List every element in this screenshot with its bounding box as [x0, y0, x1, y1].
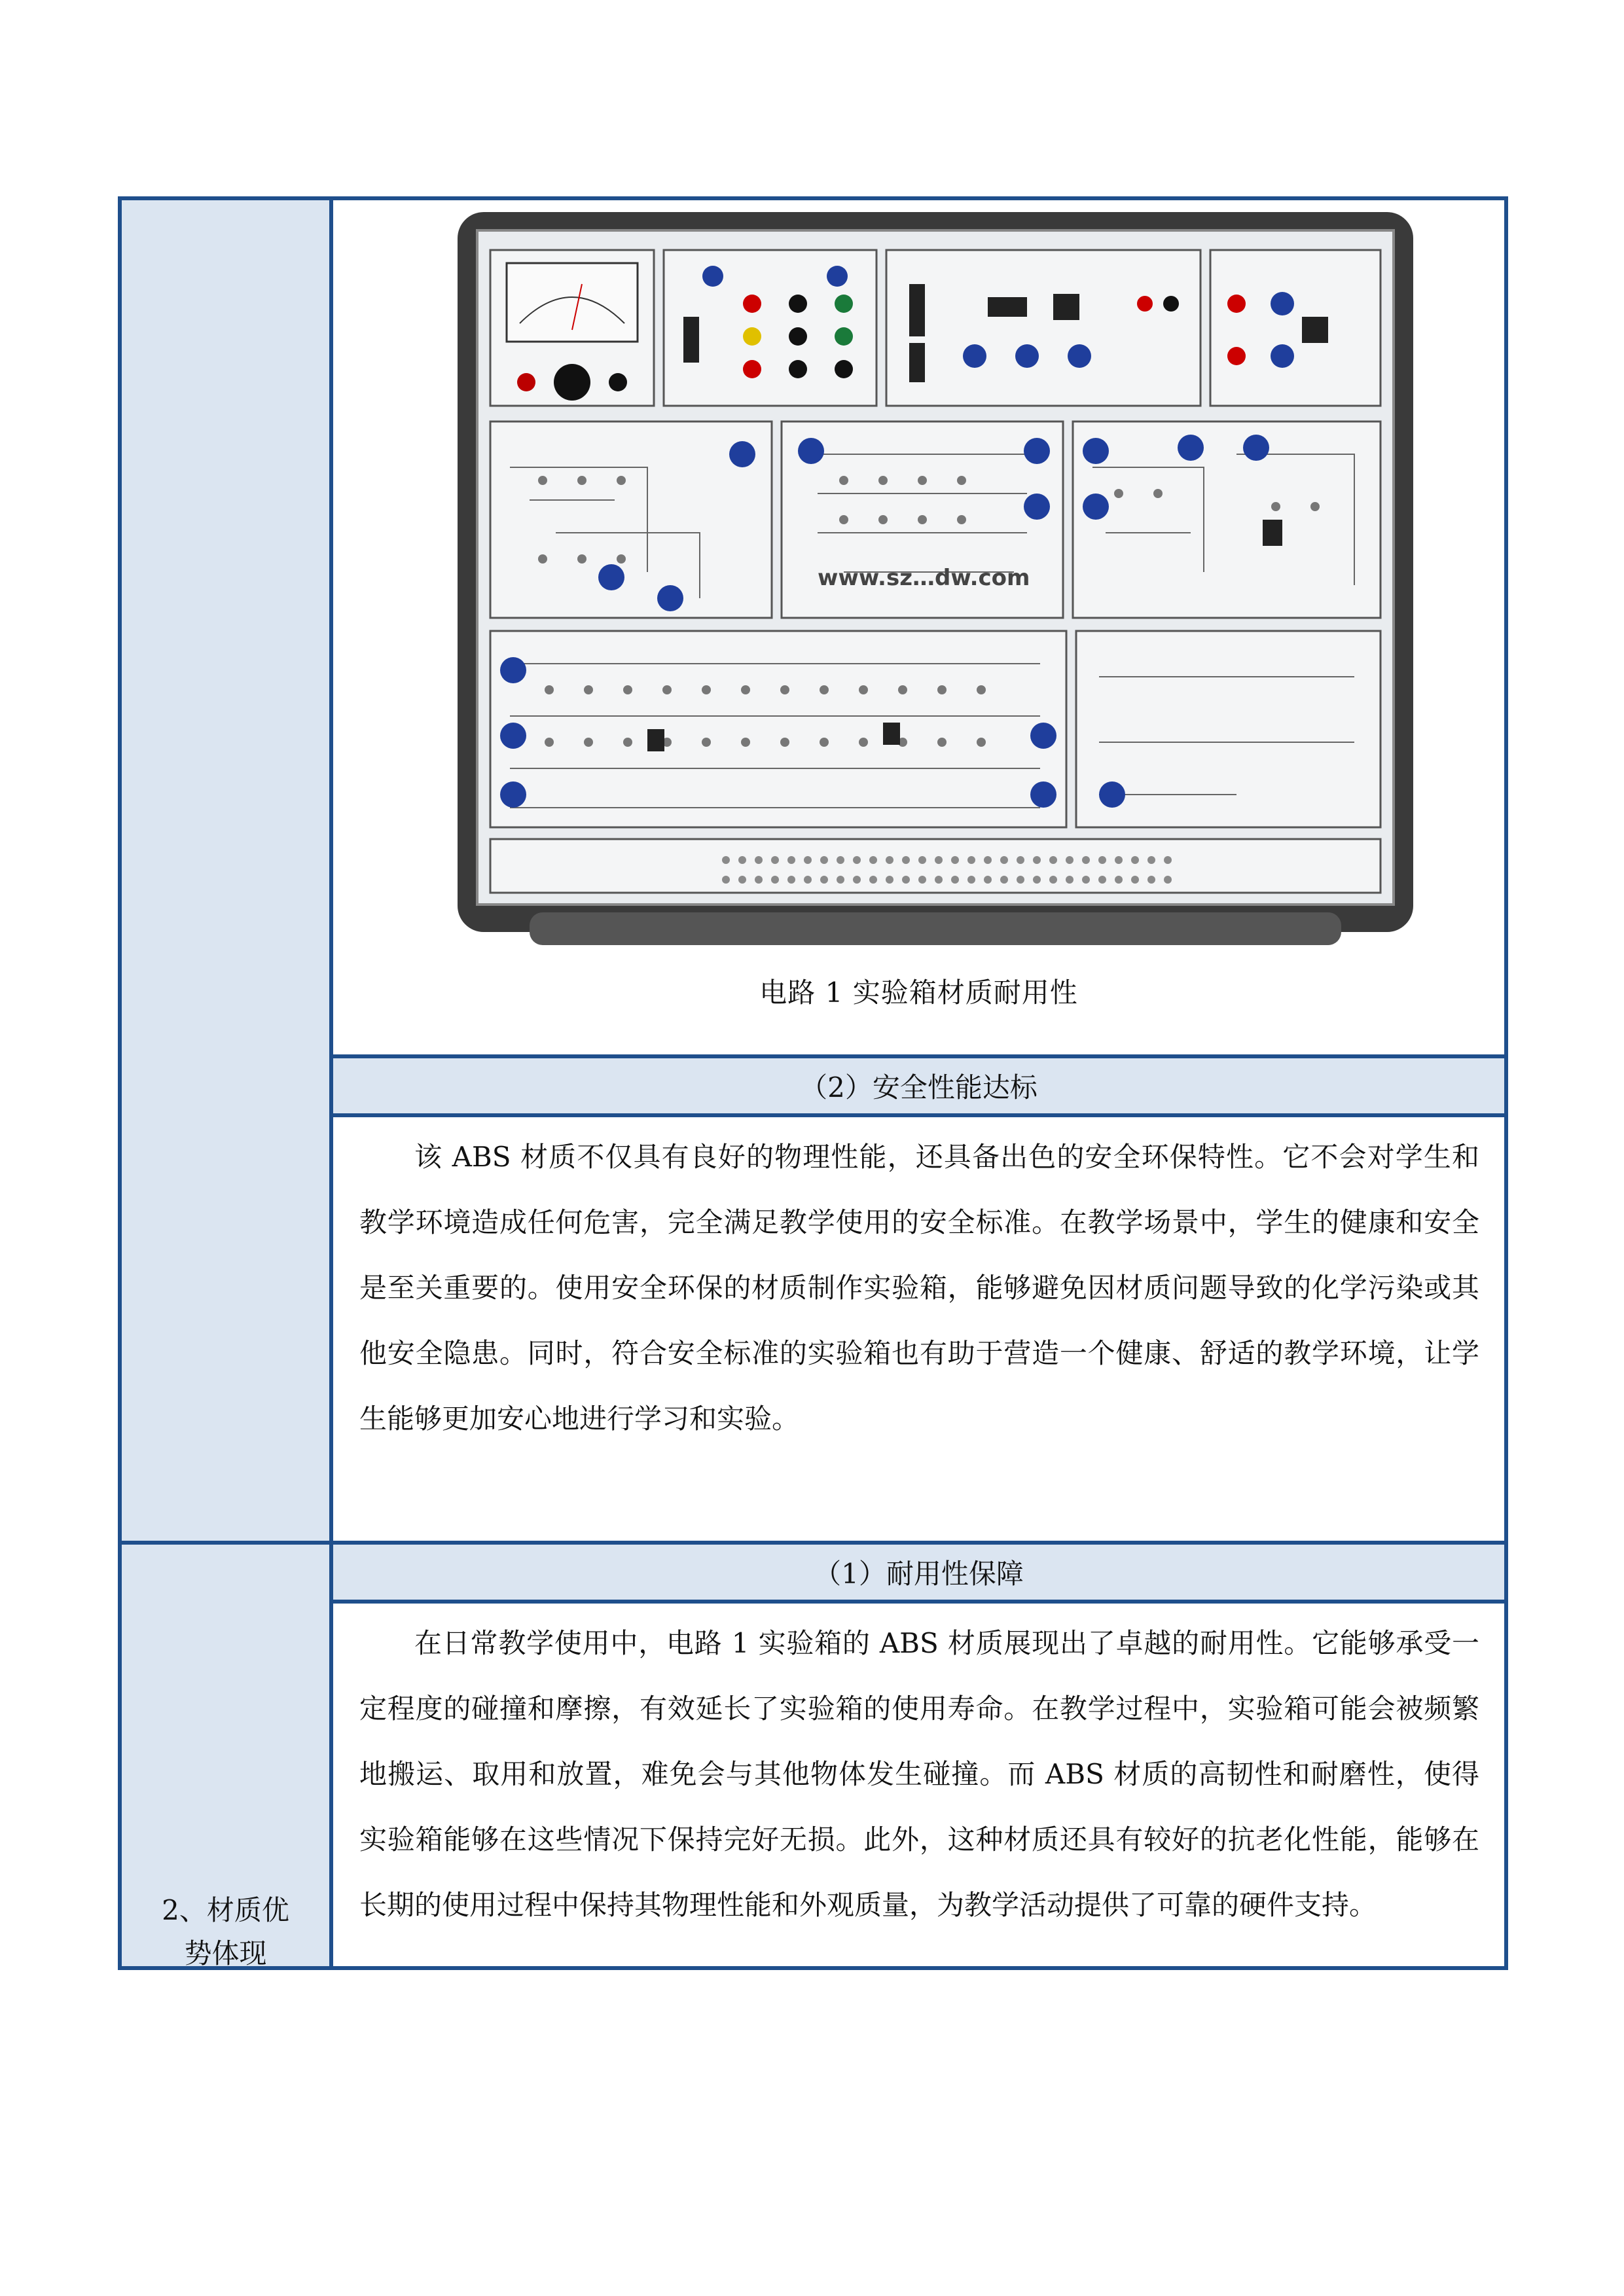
section-label-line1: 2、材质优 [162, 1894, 289, 1926]
section-label [122, 1889, 329, 1975]
experiment-box-photo [451, 206, 1420, 958]
section-label-line2: 势体现 [184, 1937, 267, 1969]
figure-cell [333, 200, 1504, 1051]
safety-paragraph: 该 ABS 材质不仅具有良好的物理性能，还具备出色的安全环保特性。它不会对学生和教学环境造成任何危害，完全满足教学使用的安全标准。在教学场景中，学生的健康和安全是至关重要的。使用安全环保的材质制作实验箱，能够避免因材质问题导致的化学污染或其他安全隐患。同时，符合安全标准的实验箱也有助于营造一个健康、舒适的教学环境，让学生能够更加安心地进行学习和实验。 [359, 1141, 1479, 1435]
durability-paragraph: 在日常教学使用中，电路 1 实验箱的 ABS 材质展现出了卓越的耐用性。它能够承受一定程度的碰撞和摩擦，有效延长了实验箱的使用寿命。在教学过程中，实验箱可能会被频繁地搬运、取用和放置，难免会与其他物体发生碰撞。而 ABS 材质的高韧性和耐磨性，使得实验箱能够在这些情况下保持完好无损。此外，这种材质还具有较好的抗老化性能，能够在长期的使用过程中保持其物理性能和外观质量，为教学活动提供了可靠的硬件支持。 [359, 1627, 1479, 1921]
left-label-column [122, 200, 329, 1966]
row-divider [333, 1113, 1504, 1117]
row-divider [333, 1600, 1504, 1604]
photo-watermark: www.sz…dw.com [818, 565, 1030, 591]
document-table [118, 196, 1508, 1970]
section-heading-safety: （2）安全性能达标 [333, 1058, 1504, 1113]
section-heading-durability: （1）耐用性保障 [333, 1545, 1504, 1600]
figure-caption: 电路 1 实验箱材质耐用性 [759, 977, 1078, 1009]
